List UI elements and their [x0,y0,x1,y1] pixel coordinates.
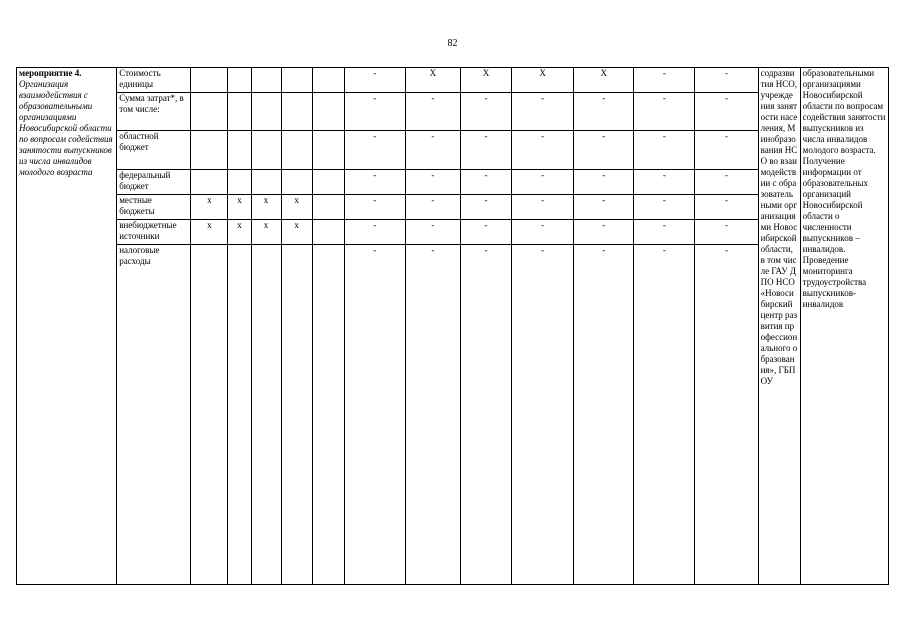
value-cell: - [695,195,758,220]
value-cell: - [695,220,758,245]
mark-cell [228,93,251,131]
value-cell: - [574,131,634,170]
measures-table [16,67,889,585]
value-cell: - [405,195,460,220]
mark-cell [312,93,344,131]
value-cell: - [634,68,695,93]
value-cell: - [634,195,695,220]
measure-name-cell [17,68,117,585]
table-row [17,93,889,131]
mark-cell [228,68,251,93]
value-cell: - [695,93,758,131]
value-cell: - [634,131,695,170]
mark-cell [191,68,228,93]
mark-cell [191,93,228,131]
value-cell: - [344,220,405,245]
value-cell: - [574,220,634,245]
value-cell: - [460,170,511,195]
value-cell: - [405,131,460,170]
value-cell: - [695,131,758,170]
mark-cell [312,220,344,245]
value-cell: - [405,93,460,131]
value-cell: - [344,170,405,195]
mark-cell: x [251,195,281,220]
value-cell: - [634,220,695,245]
mark-cell: x [251,220,281,245]
value-cell: - [695,68,758,93]
value-cell: X [460,68,511,93]
mark-cell [312,170,344,195]
mark-cell [228,131,251,170]
value-cell: - [344,93,405,131]
mark-cell [281,68,312,93]
measure-description: Организация взаимодействия с образовательными организациями Новосибирской области по вопросам содействия занятости выпускников из числа инвалидов молодого возраста [19,79,113,177]
value-cell: - [460,131,511,170]
mark-cell [191,131,228,170]
mark-cell [281,245,312,585]
row-label: Сумма затрат*, в том числе: [117,93,191,131]
value-cell: X [405,68,460,93]
mark-cell [191,245,228,585]
value-cell: - [460,93,511,131]
page-number: 82 [447,38,458,49]
row-label: налоговые расходы [117,245,191,585]
mark-cell [228,245,251,585]
value-cell: - [512,131,574,170]
row-label: федеральный бюджет [117,170,191,195]
value-cell: - [512,220,574,245]
mark-cell [312,245,344,585]
mark-cell [251,68,281,93]
value-cell: - [634,170,695,195]
value-cell: - [574,245,634,585]
value-cell: - [344,245,405,585]
value-cell: - [460,195,511,220]
table-row [17,245,889,585]
row-label: местные бюджеты [117,195,191,220]
value-cell: - [512,245,574,585]
row-label: областной бюджет [117,131,191,170]
value-cell: X [574,68,634,93]
mark-cell [191,170,228,195]
value-cell: X [512,68,574,93]
mark-cell [251,245,281,585]
mark-cell [251,170,281,195]
row-label: Стоимость единицы [117,68,191,93]
value-cell: - [574,195,634,220]
mark-cell [281,170,312,195]
value-cell: - [344,195,405,220]
mark-cell [281,131,312,170]
mark-cell [312,195,344,220]
mark-cell: x [228,195,251,220]
mark-cell: x [191,195,228,220]
value-cell: - [695,245,758,585]
mark-cell [228,170,251,195]
mark-cell [251,131,281,170]
result-cell: образовательными организациями Новосибирской области по вопросам содействия занятости выпускников из числа инвалидов молодого возраста. Получение информации от образовательных организаций Новосибирской области о численности выпускников – инвалидов. Проведение мониторинга трудоустройства выпускников-инвалидов [800,68,888,585]
value-cell: - [574,93,634,131]
value-cell: - [405,220,460,245]
table-row [17,68,889,93]
mark-cell: x [281,220,312,245]
table-row [17,220,889,245]
value-cell: - [634,93,695,131]
value-cell: - [405,245,460,585]
mark-cell: x [281,195,312,220]
value-cell: - [512,170,574,195]
mark-cell: x [228,220,251,245]
value-cell: - [512,195,574,220]
value-cell: - [512,93,574,131]
value-cell: - [695,170,758,195]
mark-cell [312,68,344,93]
value-cell: - [344,68,405,93]
table-row [17,131,889,170]
value-cell: - [460,245,511,585]
mark-cell [312,131,344,170]
mark-cell [251,93,281,131]
mark-cell [281,93,312,131]
value-cell: - [405,170,460,195]
executors-cell: содразвития НСО, учреждения занятости населения, Минобразования НСО во взаимодействии с образовательными организациями Новосибирской области, в том числе ГАУ ДПО НСО «Новосибирский центр развития профессионального образования», ГБПОУ [758,68,800,585]
value-cell: - [634,245,695,585]
mark-cell: x [191,220,228,245]
value-cell: - [344,131,405,170]
value-cell: - [574,170,634,195]
value-cell: - [460,220,511,245]
row-label: внебюджетные источники [117,220,191,245]
measure-title: мероприятие 4. [19,68,82,78]
table-row [17,195,889,220]
table-row [17,170,889,195]
